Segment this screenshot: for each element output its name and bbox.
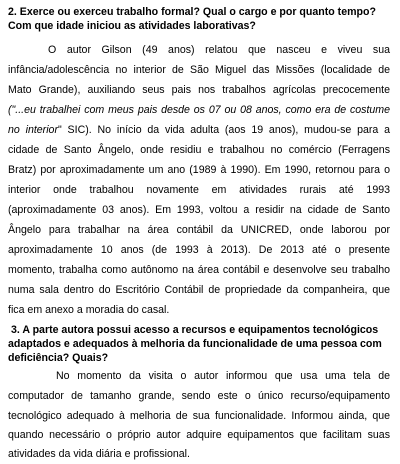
q2-paragraph-line: fica em anexo a moradia do casal. — [8, 304, 170, 316]
q2-line-rest: " SIC). No início da vida adulta (aos 19 anos), mudou-se para a — [57, 124, 391, 136]
q2-paragraph-line: (aproximadamente 03 anos). Em 1993, voltou a residir na cidade de Santo — [8, 204, 390, 216]
question-2-heading-line-2: Com que idade iniciou as atividades laborativas? — [8, 20, 256, 32]
q2-paragraph-line: interior onde trabalhou novamente em atividades rurais até 1993 — [8, 184, 390, 196]
q2-paragraph-line: O autor Gilson (49 anos) relatou que nasceu e viveu sua — [48, 44, 390, 56]
q2-paragraph-line: numa sala dentro do Escritório Contábil de propriedade da companheira, que — [8, 284, 390, 296]
q2-paragraph-line: aproximadamente 10 anos (de 1993 à 2013). De 2013 até o presente — [8, 244, 390, 256]
q3-paragraph-line: atividades da vida diária e profissional. — [8, 448, 190, 460]
question-3-heading-line-3: deficiência? Quais? — [8, 352, 109, 364]
q2-paragraph-line: Bratz) por aproximadamente um ano (1989 à 1990). Em 1990, retornou para o — [8, 164, 390, 176]
q3-paragraph-line: No momento da visita o autor informou que usa uma tela de — [56, 370, 390, 382]
question-3-heading-line-2: adaptados e adequados à melhoria da funcionalidade de uma pessoa com — [8, 338, 382, 350]
q2-paragraph-line — [8, 124, 390, 137]
q3-paragraph-line: computador de tamanho grande, sendo este o único recurso/equipamento — [8, 390, 390, 402]
q2-paragraph-line: Mato Grande), auxiliando seus pais nos trabalhos agrícolas precocemente — [8, 84, 390, 96]
q2-paragraph-line: momento, trabalha como autônomo na área contábil e desenvolve seu trabalho — [8, 264, 390, 276]
q3-paragraph-line: tecnológico adequado à melhoria de sua funcionalidade. Informou ainda, que — [8, 410, 390, 422]
question-3-heading-line-1: 3. A parte autora possui acesso a recursos e equipamentos tecnológicos — [11, 324, 379, 336]
q2-paragraph-line: infância/adolescência no interior de São Miguel das Missões (localidade de — [8, 64, 390, 76]
q2-paragraph-line: Ângelo para trabalhar na área contábil da UNICRED, onde laborou por — [8, 224, 390, 236]
question-2-heading-line-1: 2. Exerce ou exerceu trabalho formal? Qual o cargo e por quanto tempo? — [8, 6, 376, 18]
q3-paragraph-line: quando necessário o próprio autor adquire equipamentos que facilitam suas — [8, 429, 390, 441]
q2-paragraph-quote-line: ("...eu trabalhei com meus pais desde os 07 ou 08 anos, como era de costume — [8, 104, 390, 116]
q2-paragraph-line: cidade de Santo Ângelo, onde residiu e trabalhou no comércio (Ferragens — [8, 144, 390, 156]
q2-quote-end: no interior — [8, 124, 58, 136]
